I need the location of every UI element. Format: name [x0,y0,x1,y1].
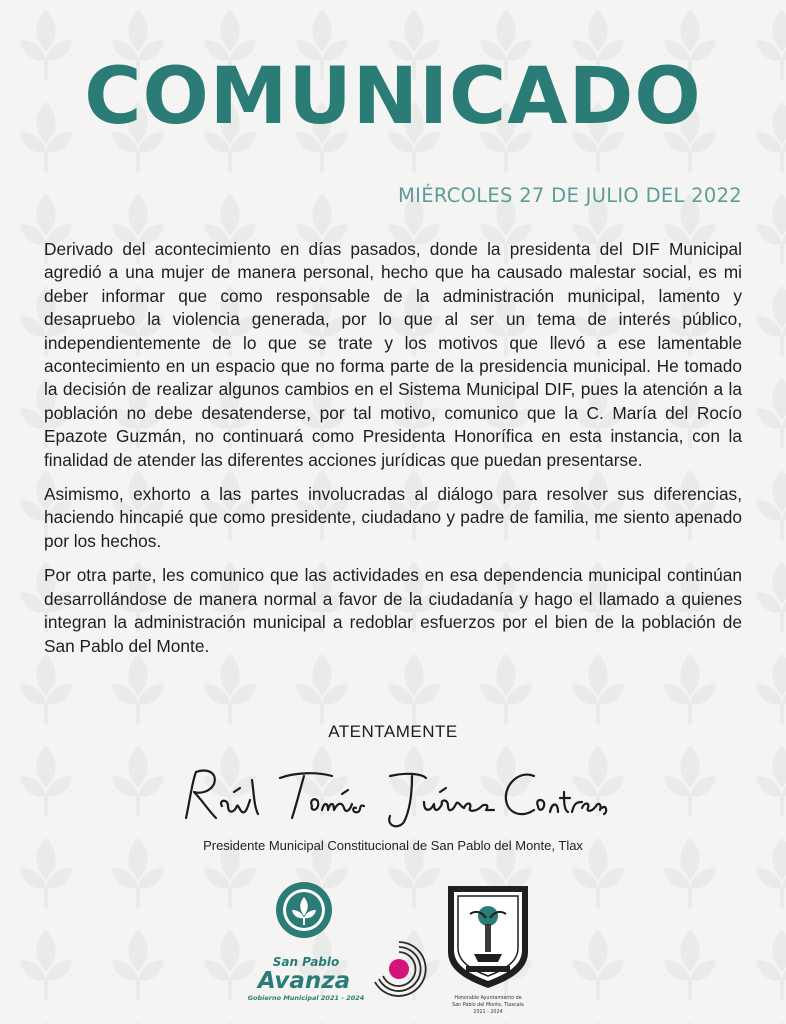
document-date: MIÉRCOLES 27 DE JULIO DEL 2022 [398,184,742,207]
svg-text:Avanza: Avanza [257,968,351,994]
body-paragraph: Derivado del acontecimiento en días pasados, donde la presidenta del DIF Municipal agredió a una mujer de manera personal, hecho que ha causado malestar social, es mi deber informar que como responsable de la administración municipal, lamento y desapruebo la violencia generada, por lo que al ser un tema de interés público, independientemente de lo que se trate y los motivos que llevó a ese lamentable acontecimiento en un espacio que no forma parte de la presidencia municipal. He tomado la decisión de realizar algunos cambios en el Sistema Municipal DIF, pues la atención a la población no debe desatenderse, por tal motivo, comunico que la C. María del Rocío Epazote Guzmán, no continuará como Presidenta Honorífica en esta instancia, con la finalidad de atender las diferentes acciones jurídicas que puedan presentarse. [44,239,742,470]
concentric-circle-logo [368,938,430,1000]
svg-text:Honorable Ayuntamiento de: Honorable Ayuntamiento de [454,996,522,1001]
handwritten-signature [172,760,612,832]
document-title: COMUNICADO [84,52,702,142]
svg-text:San Pablo: San Pablo [272,955,340,969]
body-paragraph: Por otra parte, les comunico que las actividades en esa dependencia municipal continúan desarrollándose de manera normal a favor de la ciudadanía y hago el llamado a quienes integran la administración municipal a redoblar esfuerzos por el bien de la población de San Pablo del Monte. [44,565,742,656]
signer-title: Presidente Municipal Constitucional de San Pablo del Monte, Tlax [203,838,583,853]
san-pablo-avanza-logo [244,880,372,1012]
svg-text:2021 - 2024: 2021 - 2024 [473,1010,503,1015]
closing-text: ATENTAMENTE [328,722,458,741]
municipal-seal [440,880,536,1020]
body-paragraph: Asimismo, exhorto a las partes involucradas al diálogo para resolver sus diferencias, haciendo hincapié que como presidente, ciudadano y padre de familia, me siento apenado por los hechos. [44,484,742,551]
svg-text:Gobierno Municipal 2021 - 2024: Gobierno Municipal 2021 - 2024 [247,994,365,1002]
svg-text:San Pablo del Monte, Tlaxcala: San Pablo del Monte, Tlaxcala [452,1003,524,1008]
document-body [44,238,742,669]
